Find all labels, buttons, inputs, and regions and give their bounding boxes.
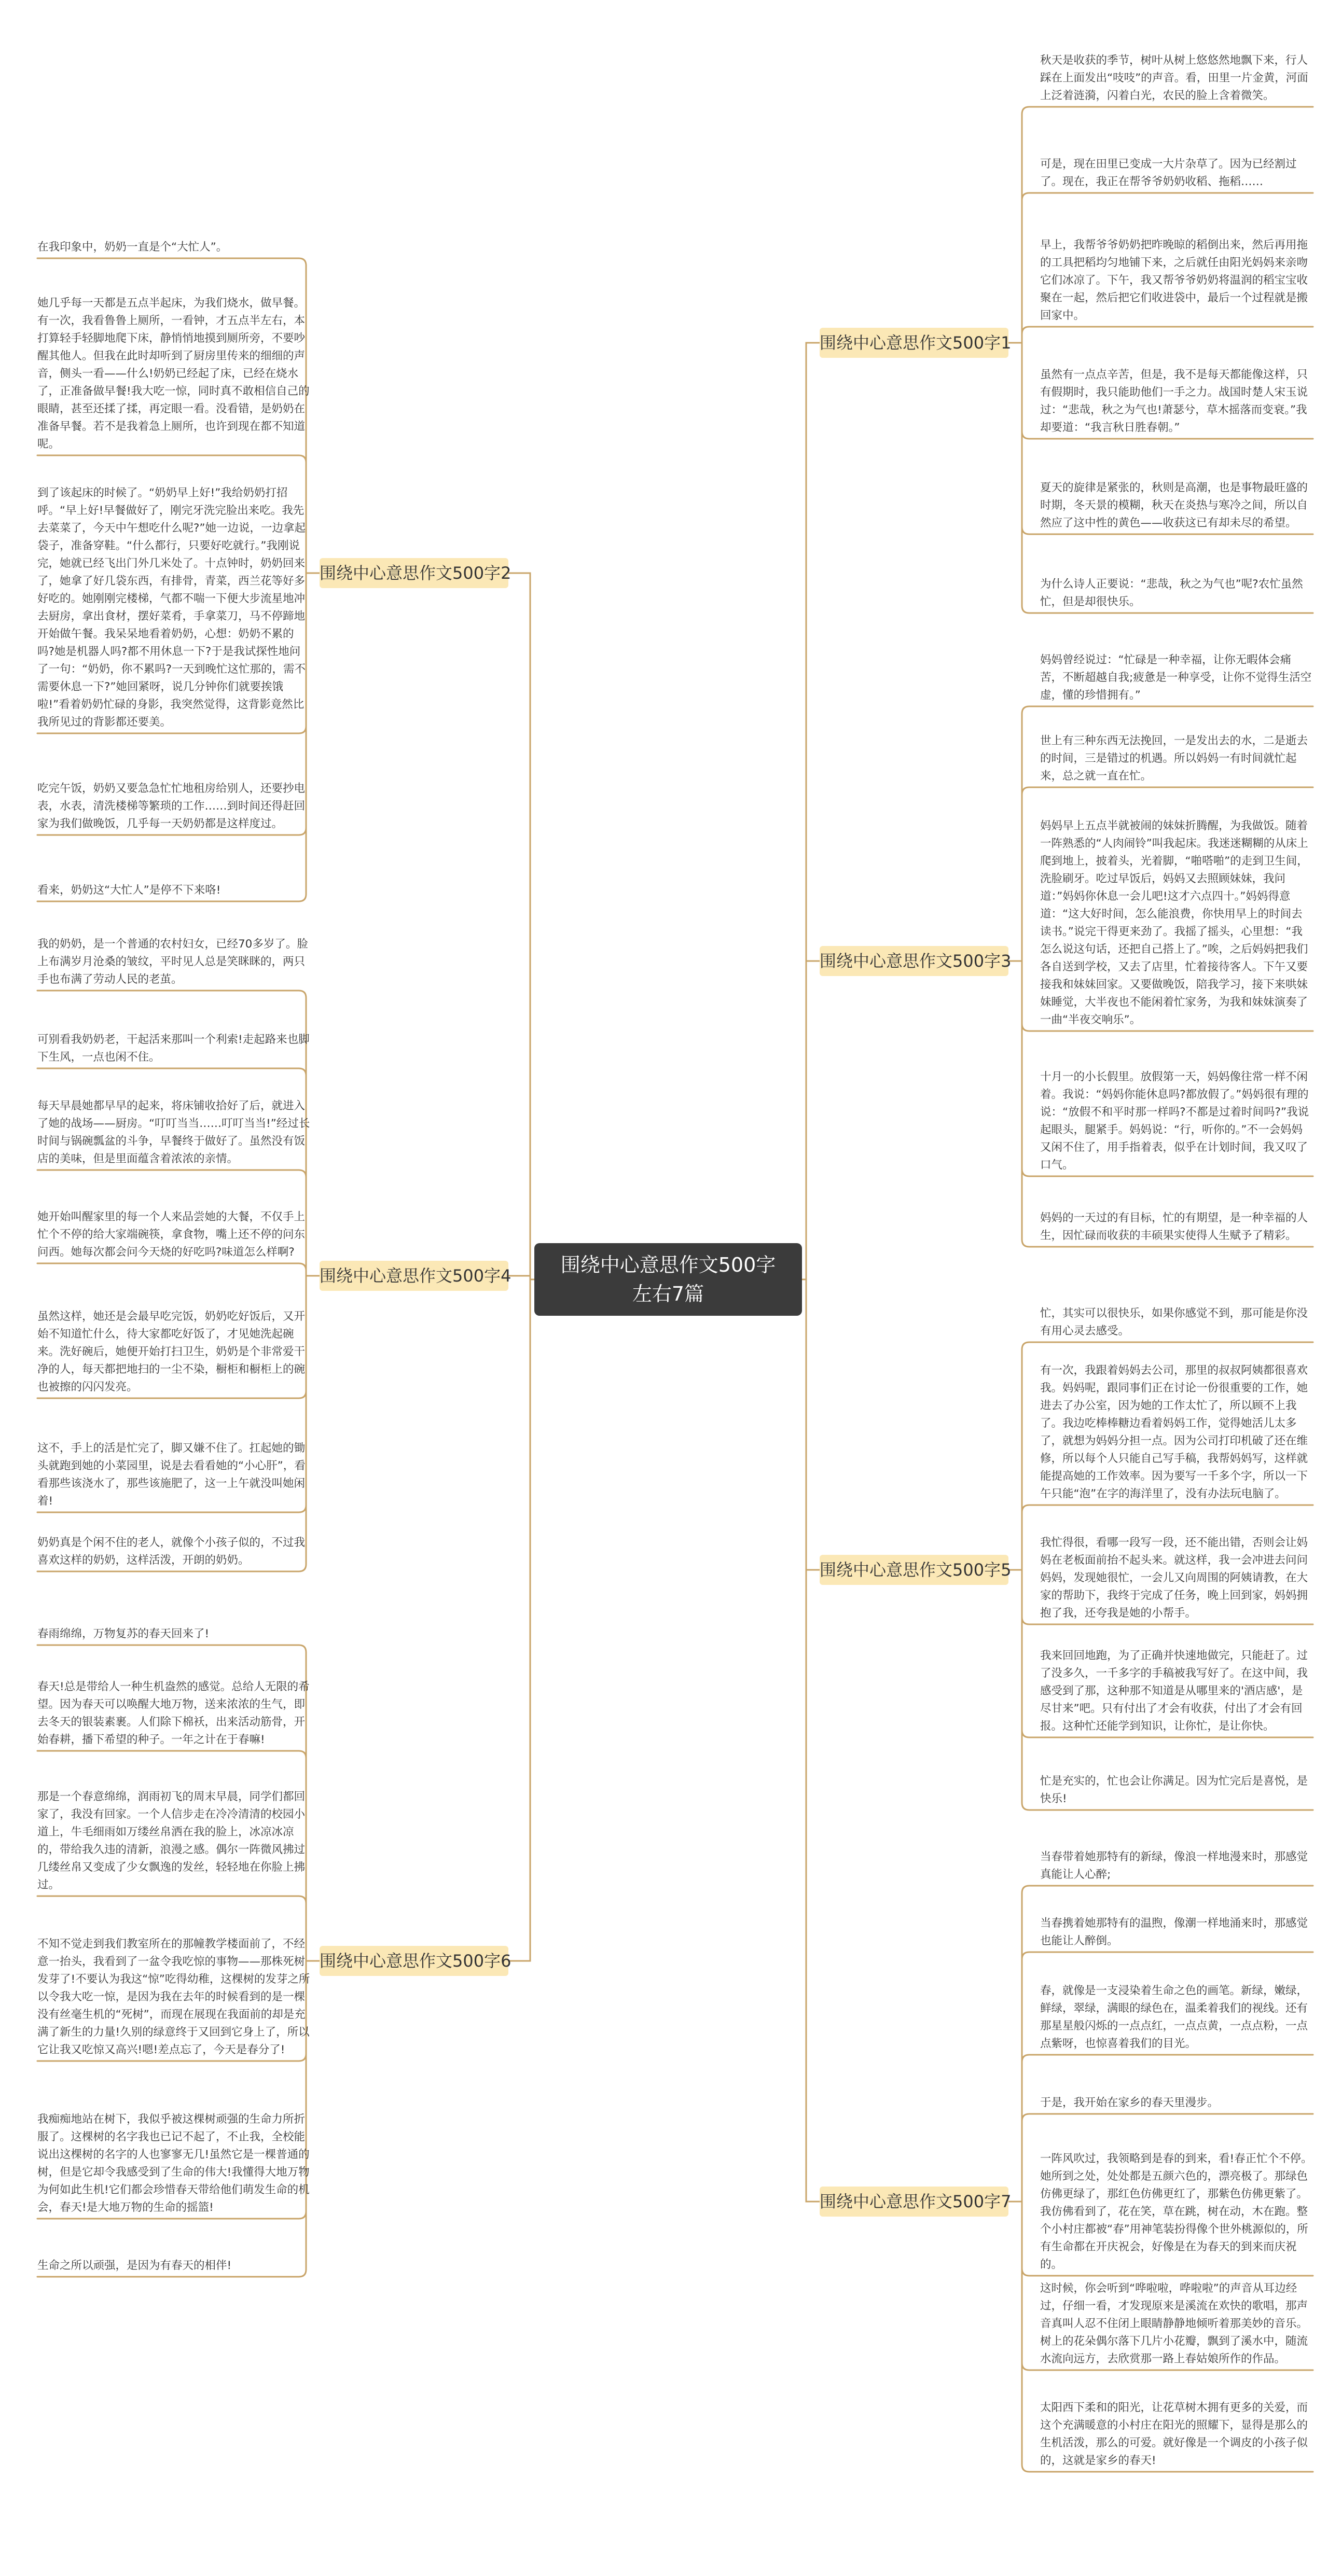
leaf-b3-4[interactable]: 十月一的小长假里。放假第一天，妈妈像往常一样不闲着。我说：“妈妈你能休息吗?都放假了。”妈妈很有理的说：“放假不和平时那一样吗?不都是过着时间吗?”我说起眼头，腿紧手。妈妈说：“行，听你的。”不一会妈妈又闲不住了，用手指着表，似乎在计划时间，我又叹了口气。: [1040, 1070, 1309, 1172]
leaf-b6-4[interactable]: 不知不觉走到我们教室所在的那幢教学楼面前了，不经意一抬头，我看到了一盆令我吃惊的事物——那株死树发芽了!不要认为我这“惊”吃得幼稚，这棵树的发芽之所以令我大吃一惊，是因为我在去年的时候看到的是一棵没有丝毫生机的“死树”，而现在展现在我面前的却是充满了新生的力量!久别的绿意终于又回到它身上了，所以它让我又吃惊又高兴!嗯!差点忘了，今天是春分了!: [37, 1938, 310, 2056]
leaf-b6-6[interactable]: 生命之所以顽强，是因为有春天的相伴!: [37, 2259, 232, 2272]
leaf-b2-3[interactable]: 到了该起床的时候了。“奶奶早上好!”我给奶奶打招呼。“早上好!早餐做好了，刚完牙洗完脸出来吃。我先去菜菜了，今天中午想吃什么呢?”她一边说，一边拿起袋子，准备穿鞋。“什么都行，只要好吃就行。”我刚说完，她就已经飞出门外几米处了。十点钟时，奶奶回来了，她拿了好几袋东西，有排骨，青菜，西兰花等好多好吃的。她刚刚完楼梯，气都不喘一下便大步流星地冲去厨房，拿出食材，摆好菜肴，手拿菜刀，马不停蹄地开始做午餐。我呆呆地看着奶奶，心想：奶奶不累的吗?她是机器人吗?都不用休息一下?于是我试探性地问了一句：“奶奶，你不累吗?一天到晚忙这忙那的，需不需要休息一下?”她回紧呀，说几分钟你们就要挨饿啦!”看着奶奶忙碌的身影，我突然觉得，这背影竟然比我所见过的背影都还要美。: [37, 486, 306, 729]
leaf-b4-6[interactable]: 这不，手上的活是忙完了，脚又嫌不住了。扛起她的锄头就跑到她的小菜园里，说是去看看她的“小心肝”，看看那些该浇水了，那些该施肥了，这一上午就没叫她闲着!: [37, 1442, 306, 1508]
root-to-b6-line: [508, 1279, 534, 1961]
root-title-line1: 围绕中心意思作文500字: [560, 1254, 776, 1276]
edge-b4-leaf-4: [37, 1263, 320, 1276]
leaf-b5-4[interactable]: 我来回回地跑，为了正确并快速地做完，只能赶了。过了没多久，一千多字的手稿被我写好了。在这中间，我感受到了那，这种那不知道是从哪里来的'酒店感'，是尽甘来”吧。只有付出了才会有收获，付出了才会有回报。这种忙还能学到知识，让你忙，是让你快。: [1040, 1649, 1308, 1733]
leaf-b2-1[interactable]: 在我印象中，奶奶一直是个“大忙人”。: [37, 241, 228, 254]
branch-1[interactable]: 围绕中心意思作文500字1: [820, 328, 1008, 358]
leaf-b2-5[interactable]: 看来，奶奶这“大忙人”是停不下来咯!: [37, 884, 221, 897]
leaf-b1-1[interactable]: 秋天是收获的季节，树叶从树上悠悠然地飘下来，行人踩在上面发出“吱吱”的声音。看，田里一片金黄，河面上泛着涟漪，闪着白光，农民的脸上含着微笑。: [1040, 54, 1308, 102]
leaf-b7-3[interactable]: 春，就像是一支浸染着生命之色的画笔。新绿，嫩绿，鲜绿，翠绿，满眼的绿色在，温柔着我们的视线。还有那星星般闪烁的一点点红，一点点黄，一点点粉，一点点紫呀，也惊喜着我们的目光。: [1040, 1984, 1308, 2050]
leaf-b3-5[interactable]: 妈妈的一天过的有目标，忙的有期望，是一种幸福的人生，因忙碌而收获的丰硕果实使得人生赋予了精彩。: [1040, 1212, 1308, 1242]
root-to-b5-line: [802, 1279, 820, 1570]
leaf-b3-1[interactable]: 妈妈曾经说过：“忙碌是一种幸福，让你无暇体会痛苦，不断超越自我;疲惫是一种享受，让你不觉得生活空虚，懂的珍惜拥有。”: [1040, 653, 1312, 702]
leaf-b7-5[interactable]: 一阵风吹过，我领略到是春的到来，看!春正忙个不停。她所到之处，处处都是五颜六色的，漂亮极了。那绿色仿佛更绿了，那红色仿佛更红了，那紫色仿佛更紫了。我仿佛看到了，花在笑，草在跳，树在动，木在跑。整个小村庄都被“春”用神笔装扮得像个世外桃源似的，所有生命都在开庆祝会，好像是在为春天的到来而庆祝的。: [1040, 2152, 1312, 2271]
leaf-b5-5[interactable]: 忙是充实的，忙也会让你满足。因为忙完后是喜悦，是快乐!: [1040, 1775, 1308, 1805]
leaf-b5-2[interactable]: 有一次，我跟着妈妈去公司，那里的叔叔阿姨都很喜欢我。妈妈呢，跟同事们正在讨论一份很重要的工作，她进去了办公室，因为她的工作太忙了，所以顾不上我了。我边吃棒棒糖边看着妈妈工作，觉得她活儿太多了，就想为妈妈分担一点。因为公司打印机破了还在维修，所以每个人只能自己写手稿，我帮妈妈写，这样就能提高她的工作效率。因为要写一千多个字，所以一下午只能“泡”在字的海洋里了，没有办法玩电脑了。: [1040, 1364, 1308, 1500]
root-to-b2-line: [508, 573, 534, 1279]
branch-7[interactable]: 围绕中心意思作文500字7: [820, 2187, 1008, 2217]
leaf-b5-3[interactable]: 我忙得很，看哪一段写一段，还不能出错，否则会让妈妈在老板面前抬不起头来。就这样，我一会冲进去问问妈妈，发现她很忙，一会儿又向周围的阿姨请教，在大家的帮助下，我终于完成了任务，晚上回到家，妈妈拥抱了我，还夸我是她的小帮手。: [1040, 1536, 1308, 1620]
leaf-b4-4[interactable]: 她开始叫醒家里的每一个人来品尝她的大餐，不仅手上忙个不停的给大家端碗筷，拿食物，嘴上还不停的问东问西。她每次都会问今天烧的好吃吗?味道怎么样啊?: [37, 1210, 306, 1259]
leaf-b7-6[interactable]: 这时候，你会听到“哗啦啦，哗啦啦”的声音从耳边经过，仔细一看，才发现原来是溪流在欢快的歌唱，那声音真叫人忍不住闭上眼睛静静地倾听着那美妙的音乐。树上的花朵偶尔落下几片小花瓣，飘到了溪水中，随流水流向远方，去欣赏那一路上春姑娘所作的作品。: [1040, 2282, 1308, 2365]
leaf-b6-5[interactable]: 我痴痴地站在树下，我似乎被这棵树顽强的生命力所折服了。这棵树的名字我也已记不起了，不止我，全校能说出这棵树的名字的人也寥寥无几!虽然它是一棵普通的树，但是它却令我感受到了生命的伟大!我懂得大地万物为何如此生机!它们都会珍惜春天带给他们萌发生命的机会，春天!是大地万物的生命的摇篮!: [37, 2113, 310, 2214]
branch-2[interactable]: 围绕中心意思作文500字2: [320, 558, 508, 588]
leaf-b4-3[interactable]: 每天早晨她都早早的起来，将床铺收拾好了后，就进入了她的战场——厨房。“叮叮当当……叮叮当当!”经过长时间与锅碗瓢盆的斗争，早餐终于做好了。虽然没有饭店的美味，但是里面蕴含着浓浓的亲情。: [37, 1099, 310, 1165]
leaf-b1-4[interactable]: 虽然有一点点辛苦，但是，我不是每天都能像这样，只有假期时，我只能助他们一手之力。战国时楚人宋玉说过：“悲哉，秋之为气也!萧瑟兮，草木摇落而变衰。”我却要道：“我言秋日胜春朝。”: [1040, 368, 1308, 434]
leaf-b1-3[interactable]: 早上，我帮爷爷奶奶把昨晚晾的稻倒出来，然后再用拖的工具把稻均匀地铺下来，之后就任由阳光妈妈来亲吻它们冰凉了。下午，我又帮爷爷奶奶将温润的稻宝宝收聚在一起，然后把它们收进袋中，最后一个过程就是搬回家中。: [1040, 239, 1308, 322]
leaf-b3-2[interactable]: 世上有三种东西无法挽回，一是发出去的水，二是逝去的时间，三是错过的机遇。所以妈妈一有时间就忙起来，总之就一直在忙。: [1040, 734, 1308, 783]
leaf-b4-2[interactable]: 可别看我奶奶老，干起活来那叫一个利索!走起路来也脚下生风，一点也闲不住。: [37, 1033, 310, 1064]
leaf-b4-5[interactable]: 虽然这样，她还是会最早吃完饭，奶奶吃好饭后，又开始不知道忙什么，待大家都吃好饭了，才见她洗起碗来。洗好碗后，她便开始打扫卫生，奶奶是个非常爱干净的人，每天都把地扫的一尘不染，橱柜和橱柜上的碗也被擦的闪闪发亮。: [37, 1310, 306, 1394]
leaf-b7-7[interactable]: 太阳西下柔和的阳光，让花草树木拥有更多的关爱，而这个充满暖意的小村庄在阳光的照耀下，显得是那么的生机活泼，那么的可爱。就好像是一个调皮的小孩子似的，这就是家乡的春天!: [1040, 2401, 1308, 2467]
root-to-b7-line: [802, 1279, 820, 2202]
branch-5[interactable]: 围绕中心意思作文500字5: [820, 1555, 1008, 1585]
leaf-b7-2[interactable]: 当春携着她那特有的温煦，像潮一样地涌来时，那感觉也能让人醉倒。: [1040, 1917, 1308, 1947]
leaf-b6-1[interactable]: 春雨绵绵，万物复苏的春天回来了!: [37, 1627, 210, 1640]
branch-4[interactable]: 围绕中心意思作文500字4: [320, 1261, 508, 1291]
leaf-b5-1[interactable]: 忙，其实可以很快乐，如果你感觉不到，那可能是你没有用心灵去感受。: [1040, 1307, 1308, 1338]
root-title-line2: 左右7篇: [632, 1283, 704, 1305]
leaf-b2-2[interactable]: 她几乎每一天都是五点半起床，为我们烧水，做早餐。有一次，我看鲁鲁上厕所，一看钟，才五点半左右，本打算轻手轻脚地爬下床，静悄悄地摸到厕所旁，不要吵醒其他人。但我在此时却听到了厨房里传来的细细的声音，侧头一看——什么!奶奶已经起了床，已经在烧水了，正准备做早餐!我大吃一惊，同时真不敢相信自己的眼睛，甚至还揉了揉，再定眼一看。没看错，是奶奶在准备早餐。若不是我着急上厕所，也许到现在都不知道呢。: [37, 297, 310, 451]
branch-6[interactable]: 围绕中心意思作文500字6: [320, 1946, 508, 1976]
leaf-b1-5[interactable]: 夏天的旋律是紧张的，秋则是高潮，也是事物最旺盛的时期，冬天景的模糊，秋天在炎热与寒冷之间，所以自然应了这中性的黄色——收获这已有却未尽的希望。: [1040, 481, 1308, 530]
leaf-b4-7[interactable]: 奶奶真是个闲不住的老人，就像个小孩子似的，不过我喜欢这样的奶奶，这样活泼，开朗的奶奶。: [37, 1536, 306, 1567]
leaf-b3-3[interactable]: 妈妈早上五点半就被闹的妹妹折腾醒，为我做饭。随着一阵熟悉的“人肉闹铃”叫我起床。我迷迷糊糊的从床上爬到地上，披着头，光着脚，“啪嗒啪”的走到卫生间，洗脸刷牙。吃过早饭后，妈妈又去照顾妹妹，我问道：”妈妈你休息一会儿吧!这才六点四十。”妈妈得意道：“这大好时间，怎么能浪费，你快用早上的时间去读书。”说完干得更来劲了。我摇了摇头，心里想：“我怎么说这句话，还把自己搭上了。”唉，之后妈妈把我们各自送到学校，又去了店里，忙着接待客人。下午又要接我和妹妹回家。又要做晚饭，陪我学习，接下来哄妹妹睡觉，大半夜也不能闲着忙家务，为我和妹妹演奏了一曲“半夜交响乐”。: [1040, 819, 1308, 1026]
leaf-b7-1[interactable]: 当春带着她那特有的新绿，像浪一样地漫来时，那感觉真能让人心醉;: [1040, 1850, 1308, 1881]
leaf-b1-2[interactable]: 可是，现在田里已变成一大片杂草了。因为已经割过了。现在，我正在帮爷爷奶奶收稻、拖稻……: [1040, 158, 1297, 188]
leaf-b2-4[interactable]: 吃完午饭，奶奶又要急急忙忙地租房给别人，还要抄电表，水表，清洗楼梯等繁琐的工作……到时间还得赶回家为我们做晚饭，几乎每一天奶奶都是这样度过。: [37, 782, 306, 830]
leaf-b6-2[interactable]: 春天!总是带给人一种生机盎然的感觉。总给人无限的希望。因为春天可以唤醒大地万物，送来浓浓的生气，即去冬天的银装素裹。人们除下棉袄，出来活动筋骨，开始春耕，播下希望的种子。一年之计在于春嘛!: [37, 1680, 310, 1746]
branch-3[interactable]: 围绕中心意思作文500字3: [820, 946, 1008, 976]
leaf-b4-1[interactable]: 我的奶奶，是一个普通的农村妇女，已经70多岁了。脸上布满岁月沧桑的皱纹，平时见人总是笑眯眯的，两只手也布满了劳动人民的老茧。: [37, 938, 308, 986]
root-to-b3-line: [802, 961, 820, 1279]
leaf-b6-3[interactable]: 那是一个春意绵绵，润雨初飞的周末早晨，同学们都回家了，我没有回家。一个人信步走在冷冷清清的校园小道上，牛毛细雨如万缕丝帛洒在我的脸上，冰凉冰凉的，带给我久违的清新，浪漫之感。偶尔一阵微风拂过几缕丝帛又变成了少女飘逸的发丝，轻轻地在你脸上拂过。: [37, 1790, 306, 1891]
edge-b1-leaf-3: [1008, 327, 1313, 343]
leaf-b7-4[interactable]: 于是，我开始在家乡的春天里漫步。: [1040, 2096, 1219, 2109]
root-to-b1-line: [802, 343, 820, 1279]
leaf-b1-6[interactable]: 为什么诗人正要说：“悲哉，秋之为气也”呢?农忙虽然忙，但是却很快乐。: [1040, 578, 1303, 608]
root-topic[interactable]: [534, 1243, 802, 1316]
